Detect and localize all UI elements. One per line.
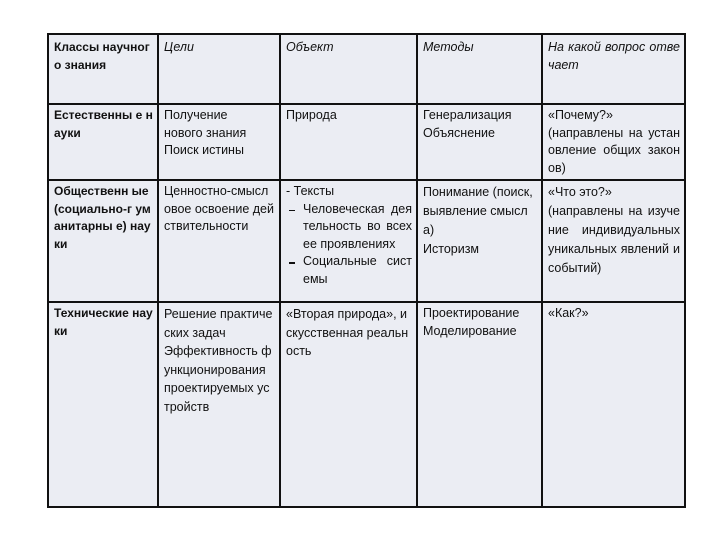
method-line: Генерализация	[423, 108, 512, 122]
header-goals: Цели	[158, 34, 280, 104]
method-line: Понимание (поиск, выявление смысла)	[423, 185, 533, 237]
row-technical-object: «Вторая природа», искусственная реальность	[280, 302, 417, 507]
goals-line: Поиск истины	[164, 143, 244, 157]
row-natural-goals	[158, 104, 280, 180]
science-classes-table	[47, 33, 686, 508]
row-technical-methods	[417, 302, 542, 507]
header-classes: Классы научного знания	[48, 34, 158, 104]
table-row	[48, 180, 685, 302]
row-technical-question	[542, 302, 685, 507]
list-item: Человеческая деятельность во всех ее проявлениях	[303, 201, 412, 254]
row-natural-object: Природа	[280, 104, 417, 180]
row-social-object	[280, 180, 417, 302]
row-natural-methods	[417, 104, 542, 180]
header-question: На какой вопрос отвечает	[542, 34, 685, 104]
question-line: «Почему?»	[548, 108, 613, 122]
object-intro: - Тексты	[286, 184, 335, 198]
row-social-question	[542, 180, 685, 302]
goals-line: Эффективность функционирования проектируемых устройств	[164, 344, 272, 414]
row-technical-goals	[158, 302, 280, 507]
table-header-row	[48, 34, 685, 104]
header-methods: Методы	[417, 34, 542, 104]
row-social-methods	[417, 180, 542, 302]
question-line: (направлены на изучение индивидуальных уникальных явлений и событий)	[548, 204, 680, 275]
table-row	[48, 104, 685, 180]
method-line: Проектирование	[423, 306, 520, 320]
header-object: Объект	[280, 34, 417, 104]
goals-line: Решение практических задач	[164, 307, 273, 340]
method-line: Объяснение	[423, 125, 495, 140]
question-line: «Что это?»	[548, 185, 612, 199]
row-natural-question	[542, 104, 685, 180]
method-line: Историзм	[423, 242, 480, 256]
method-line: Моделирование	[423, 323, 517, 338]
table-row	[48, 302, 685, 507]
question-line: «Как?»	[548, 306, 589, 320]
row-social-name: Общественн ые (социально-г уманитарны е) науки	[48, 180, 158, 302]
row-technical-name: Технические науки	[48, 302, 158, 507]
goals-line: нового знания	[164, 125, 247, 140]
goals-line: Получение	[164, 108, 228, 122]
question-line: (направлены на установление общих законов)	[548, 125, 680, 175]
object-bullet-list	[286, 201, 412, 289]
row-natural-name: Естественны е науки	[48, 104, 158, 180]
row-social-goals: Ценностно-смысловое освоение действительности	[158, 180, 280, 302]
list-item: Социальные системы	[303, 253, 412, 288]
